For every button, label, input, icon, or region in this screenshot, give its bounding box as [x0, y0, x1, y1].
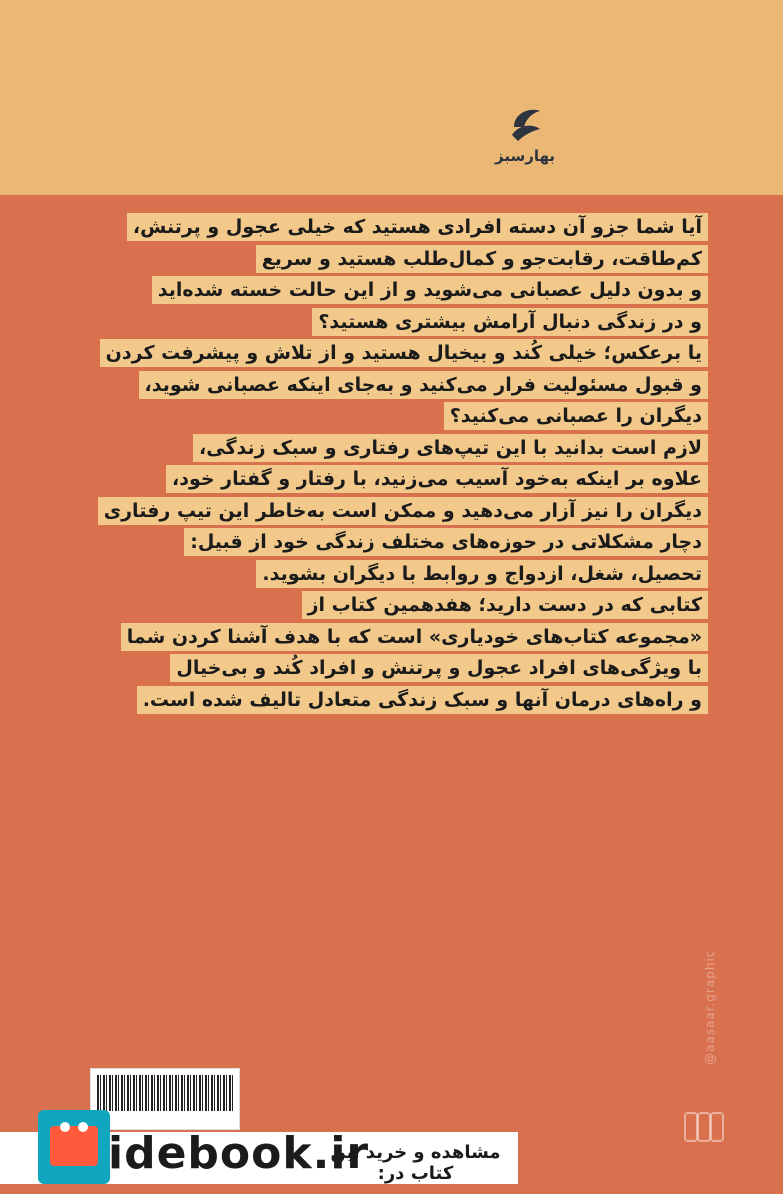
publisher-name: بهارسبز: [494, 147, 555, 165]
top-color-band: [0, 0, 783, 195]
description-line: کم‌طاقت، رقابت‌جو و کمال‌طلب هستید و سریع: [256, 245, 708, 273]
description-line: لازم است بدانید با این تیپ‌های رفتاری و سبک زندگی،: [193, 434, 708, 462]
ad-banner[interactable]: [0, 1128, 518, 1184]
description-line: «مجموعه کتاب‌های خودیاری» است که با هدف آشنا کردن شما: [121, 623, 708, 651]
description-line: با ویژگی‌های افراد عجول و پرتنش و افراد کُند و بی‌خیال: [170, 654, 708, 682]
ad-brand-link[interactable]: idebook.ir: [108, 1128, 370, 1179]
description-line: کتابی که در دست دارید؛ هفدهمین کتاب از: [302, 591, 708, 619]
book-reader-icon: [38, 1110, 110, 1184]
description-line: یا برعکس؛ خیلی کُند و بیخیال هستید و از تلاش و پیشرفت کردن: [100, 339, 708, 367]
description-line: علاوه بر اینکه به‌خود آسیب می‌زنید، با رفتار و گفتار خود،: [166, 465, 708, 493]
leaf-logo-icon: [508, 105, 544, 145]
description-line: آیا شما جزو آن دسته افرادی هستید که خیلی عجول و پرتنش،: [127, 213, 708, 241]
isbn-barcode: [90, 1068, 240, 1130]
publisher-logo: [490, 105, 560, 185]
description-line: تحصیل، شغل، ازدواج و روابط با دیگران بشوید.: [256, 560, 708, 588]
description-line: دچار مشکلاتی در حوزه‌های مختلف زندگی خود از قبیل:: [184, 528, 708, 556]
description-line: و راه‌های درمان آنها و سبک زندگی متعادل تالیف شده است.: [137, 686, 708, 714]
designer-watermark: @aasaar.graphic: [703, 949, 717, 1065]
publisher-emblem-icon: [683, 1105, 725, 1147]
barcode-bars: [97, 1075, 233, 1111]
description-line: و قبول مسئولیت فرار می‌کنید و به‌جای اینکه عصبانی شوید،: [139, 371, 709, 399]
description-line: و در زندگی دنبال آرامش بیشتری هستید؟: [312, 308, 708, 336]
description-line: دیگران را عصبانی می‌کنید؟: [444, 402, 708, 430]
ad-caption: مشاهده و خرید این کتاب در:: [330, 1142, 501, 1184]
description-line: دیگران را نیز آزار می‌دهید و ممکن است به‌خاطر این تیپ رفتاری: [98, 497, 708, 525]
description-text: [68, 213, 708, 717]
description-line: و بدون دلیل عصبانی می‌شوید و از این حالت خسته شده‌اید: [152, 276, 708, 304]
